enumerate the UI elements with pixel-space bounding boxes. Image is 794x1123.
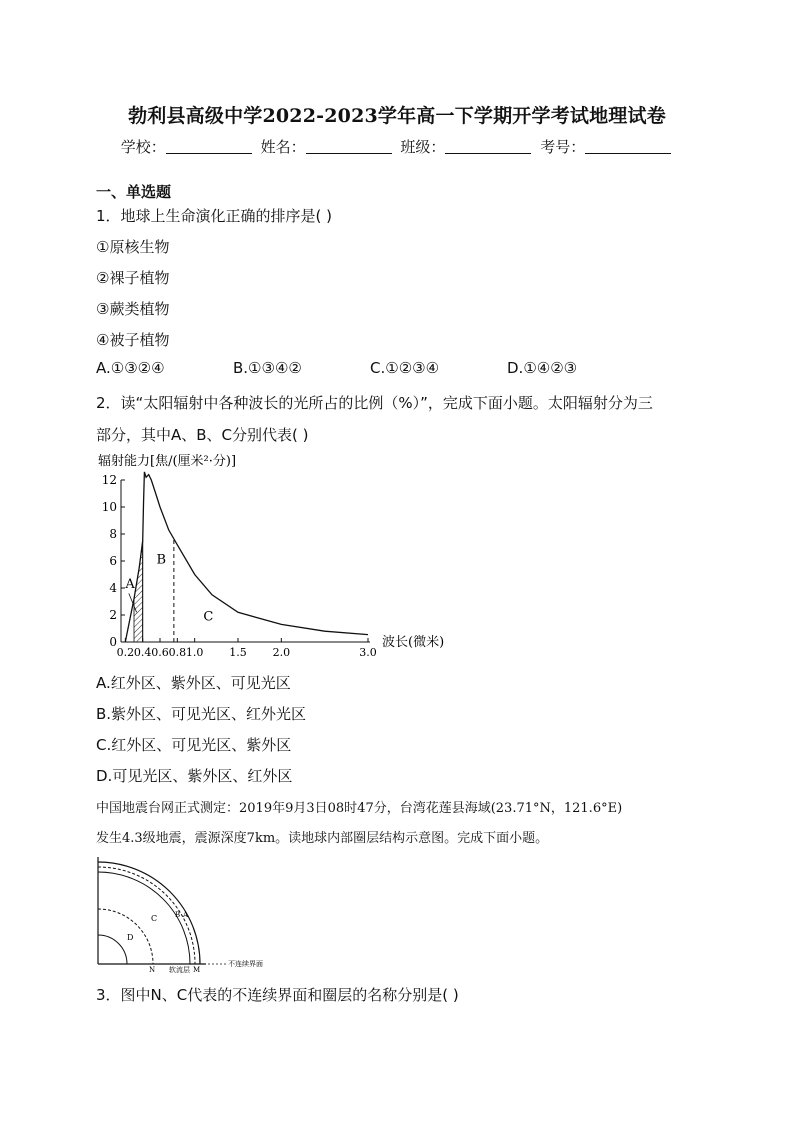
region-label-a: A <box>125 577 135 592</box>
x-tick-label: 1.0 <box>185 646 204 659</box>
q2-option-a[interactable]: A.红外区、紫外区、可见光区 <box>96 674 291 692</box>
passage-line1: 中国地震台网正式测定：2019年9月3日08时47分，台湾花莲县海域(23.71°N，121.6°E) <box>96 801 623 816</box>
radiation-chart <box>96 450 456 665</box>
label-asthenosphere: 软流层 <box>169 966 190 974</box>
section-title: 一、单选题 <box>96 183 172 201</box>
x-tick-label: 0.6 <box>151 646 169 659</box>
q2-option-d[interactable]: D.可见光区、紫外区、红外区 <box>96 767 293 785</box>
class-label: 班级： <box>400 138 446 156</box>
label-c: C <box>151 914 158 923</box>
region-label-b: B <box>156 552 167 568</box>
q2-stem-line2: 部分，其中A、B、C分别代表( ) <box>96 426 309 444</box>
class-blank[interactable] <box>445 139 531 154</box>
name-label: 姓名： <box>260 138 306 156</box>
label-b: B <box>175 911 181 919</box>
y-tick-label: 12 <box>101 473 117 487</box>
label-d: D <box>127 933 134 942</box>
label-discontinuity: 不连续界面 <box>228 960 263 968</box>
x-tick-label: 1.5 <box>229 646 247 659</box>
y-tick-label: 6 <box>109 554 117 568</box>
label-n: N <box>149 966 156 974</box>
number-label: 考号： <box>540 138 586 156</box>
layer-moho <box>98 867 195 964</box>
chart-plot <box>124 472 368 642</box>
number-blank[interactable] <box>585 139 671 154</box>
chart-xlabel: 波长(微米) <box>382 635 445 650</box>
q1-option-b[interactable]: B.①③④② <box>233 359 302 377</box>
q1-item-3: ③蕨类植物 <box>96 300 170 318</box>
school-blank[interactable] <box>166 139 252 154</box>
y-tick-label: 8 <box>109 527 117 541</box>
q1-option-a[interactable]: A.①③②④ <box>96 359 165 377</box>
q1-item-2: ②裸子植物 <box>96 269 170 287</box>
q1-option-d[interactable]: D.①④②③ <box>507 359 578 377</box>
q1-item-1: ①原核生物 <box>96 238 170 256</box>
region-label-c: C <box>203 609 214 625</box>
q2-stem-line1: 2．读“太阳辐射中各种波长的光所占的比例（%）”，完成下面小题。太阳辐射分为三 <box>96 394 653 412</box>
y-tick-label: 2 <box>109 608 117 622</box>
passage-line2: 发生4.3级地震，震源深度7km。读地球内部圈层结构示意图。完成下面小题。 <box>96 831 549 846</box>
x-tick-label: 2.0 <box>272 646 291 659</box>
earth-layers-diagram <box>96 855 286 975</box>
label-a: A <box>183 911 189 919</box>
school-label: 学校： <box>120 138 166 156</box>
y-tick-label: 4 <box>109 581 117 595</box>
q1-options <box>96 359 736 377</box>
name-blank[interactable] <box>306 139 392 154</box>
x-tick-label: 0.2 <box>116 646 135 659</box>
q2-option-c[interactable]: C.红外区、可见光区、紫外区 <box>96 736 292 754</box>
q1-item-4: ④被子植物 <box>96 331 170 349</box>
y-tick-label: 10 <box>101 500 117 514</box>
q3-stem: 3．图中N、C代表的不连续界面和圈层的名称分别是( ) <box>96 986 459 1004</box>
x-tick-label: 0.4 <box>133 646 152 659</box>
y-tick-label: 0 <box>109 635 117 649</box>
q2-option-b[interactable]: B.紫外区、可见光区、红外光区 <box>96 705 307 723</box>
q1-option-c[interactable]: C.①②③④ <box>370 359 440 377</box>
x-tick-label: 0.8 <box>168 646 187 659</box>
layer-inner-core <box>98 935 127 964</box>
exam-title: 勃利县高级中学2022-2023学年高一下学期开学考试地理试卷 <box>128 105 666 127</box>
chart-ylabel: 辐射能力[焦/(厘米²·分)] <box>98 454 237 469</box>
student-info-row <box>0 136 794 157</box>
label-m: M <box>193 966 201 974</box>
x-tick-label: 3.0 <box>359 646 377 659</box>
q1-stem: 1．地球上生命演化正确的排序是( ) <box>96 207 333 225</box>
